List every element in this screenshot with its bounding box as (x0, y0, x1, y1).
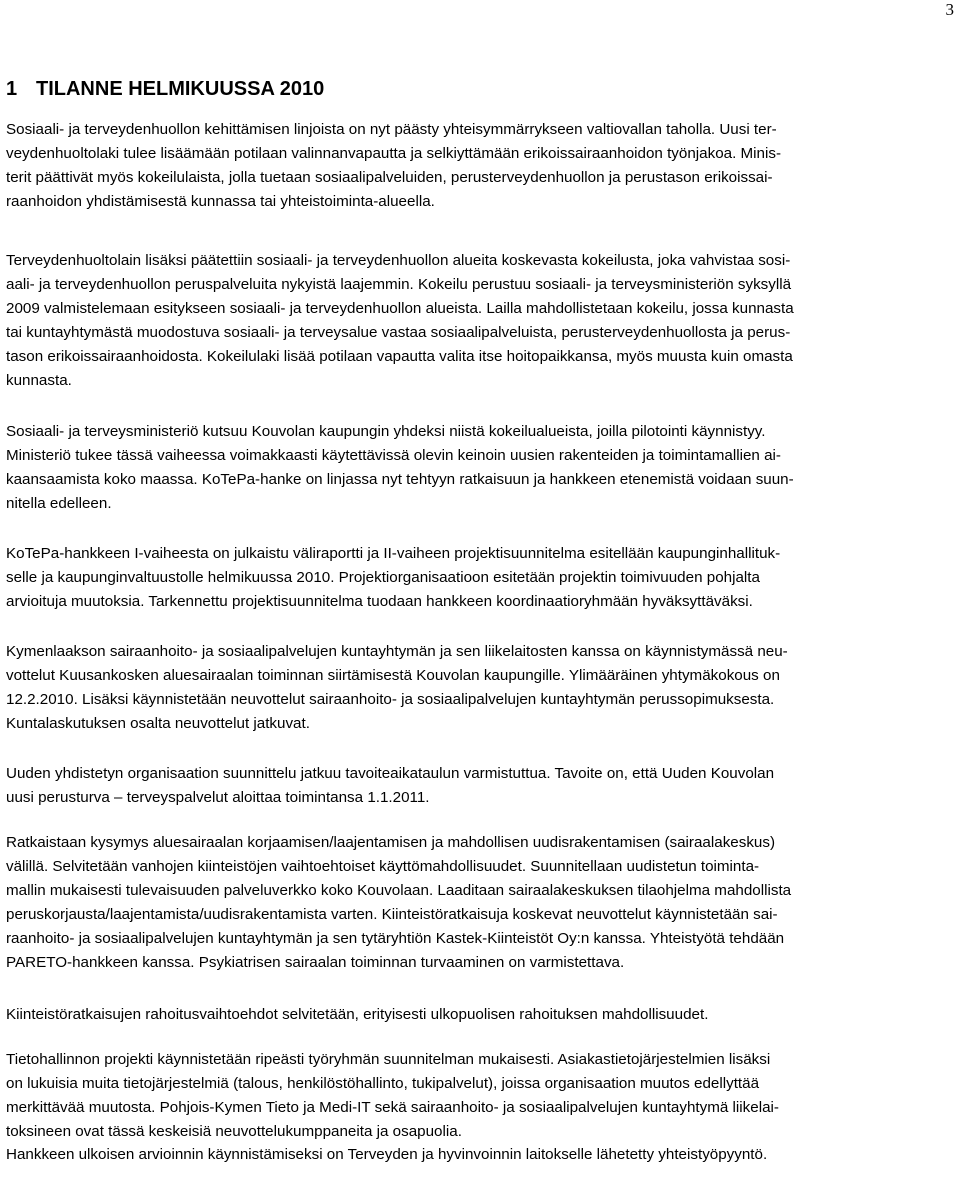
text-line: välillä. Selvitetään vanhojen kiinteistöjen vaihtoehtoiset käyttömahdollisuudet. Suunnitellaan uudistetun toiminta- (6, 858, 760, 875)
text-line: KoTePa-hankkeen I-vaiheesta on julkaistu väliraportti ja II-vaiheen projektisuunnitelma esitellään kaupunginhallituk- (6, 545, 781, 562)
paragraph-3 (6, 420, 960, 516)
paragraph-6 (6, 762, 960, 810)
text-line: Terveydenhuoltolain lisäksi päätettiin sosiaali- ja terveydenhuollon alueita koskevasta kokeilusta, joka vahvistaa sosi- (6, 252, 791, 269)
text-line: Kuntalaskutuksen osalta neuvottelut jatkuvat. (6, 715, 310, 732)
paragraph-5 (6, 640, 960, 736)
section-heading (6, 76, 324, 102)
text-line: mallin mukaisesti tulevaisuuden palveluverkko koko Kouvolaan. Laaditaan sairaalakeskuksen tilaohjelma mahdollista (6, 882, 792, 899)
text-line: kaansaamista koko maassa. KoTePa-hanke on linjassa nyt tehtyyn ratkaisuun ja hankkeen etenemistä voidaan suun- (6, 471, 794, 488)
text-line: terit päättivät myös kokeilulaista, jolla tuetaan sosiaalipalveluiden, perusterveydenhuollon ja perustason erikoissai- (6, 169, 773, 186)
text-line: tai kuntayhtymästä muodostuva sosiaali- ja terveysalue vastaa sosiaalipalveluista, perusterveydenhuollosta ja perus- (6, 324, 791, 341)
text-line: toksineen ovat tässä keskeisiä neuvottelukumppaneita ja osapuolia. (6, 1123, 462, 1140)
text-line: 2009 valmistelemaan esitykseen sosiaali- ja terveydenhuollon alueista. Lailla mahdollistetaan kokeilu, jossa kunnasta (6, 300, 794, 317)
text-line: merkittävää muutosta. Pohjois-Kymen Tieto ja Medi-IT sekä sairaanhoito- ja sosiaalipalvelujen kuntayhtymä liikelai- (6, 1099, 779, 1116)
text-line: Ministeriö tukee tässä vaiheessa voimakkaasti käytettävissä olevin keinoin uusien rakenteiden ja toimintamallien ai- (6, 447, 781, 464)
text-line: Ratkaistaan kysymys aluesairaalan korjaamisen/laajentamisen ja mahdollisen uudisrakentamisen (sairaalakeskus) (6, 834, 776, 851)
paragraph-10 (6, 1143, 960, 1167)
text-line: vottelut Kuusankosken aluesairaalan toiminnan siirtämisestä Kouvolan kaupungille. Ylimääräinen yhtymäkokous on (6, 667, 780, 684)
text-line: uusi perusturva – terveyspalvelut aloittaa toimintansa 1.1.2011. (6, 789, 430, 806)
paragraph-9 (6, 1048, 960, 1144)
text-line: PARETO-hankkeen kanssa. Psykiatrisen sairaalan toiminnan turvaaminen on varmistettava. (6, 954, 625, 971)
paragraph-4 (6, 542, 960, 614)
text-line: on lukuisia muita tietojärjestelmiä (talous, henkilöstöhallinto, tukipalvelut), joissa organisaation muutos edellyttää (6, 1075, 760, 1092)
text-line: Hankkeen ulkoisen arvioinnin käynnistämiseksi on Terveyden ja hyvinvoinnin laitokselle lähetetty yhteistyöpyyntö. (6, 1146, 768, 1163)
text-line: Tietohallinnon projekti käynnistetään ripeästi työryhmän suunnitelman mukaisesti. Asiakastietojärjestelmien lisäksi (6, 1051, 771, 1068)
paragraph-1 (6, 118, 960, 214)
text-line: arvioituja muutoksia. Tarkennettu projektisuunnitelma tuodaan hankkeen koordinaatioryhmään hyväksyttäväksi. (6, 593, 753, 610)
text-line: raanhoidon yhdistämisestä kunnassa tai yhteistoiminta-alueella. (6, 193, 435, 210)
text-line: Kymenlaakson sairaanhoito- ja sosiaalipalvelujen kuntayhtymän ja sen liikelaitosten kanssa on käynnistymässä neu- (6, 643, 788, 660)
page-number: 3 (945, 0, 954, 19)
text-line: raanhoito- ja sosiaalipalvelujen kuntayhtymän ja sen tytäryhtiön Kastek-Kiinteistöt Oy:n kanssa. Yhteistyötä tehdään (6, 930, 785, 947)
paragraph-7 (6, 831, 960, 975)
text-line: veydenhuoltolaki tulee lisäämään potilaan valinnanvapautta ja selkiyttämään erikoissairaanhoidon työnjakoa. Minis- (6, 145, 782, 162)
section-title: TILANNE HELMIKUUSSA 2010 (36, 78, 325, 100)
section-number: 1 (6, 78, 18, 100)
text-line: peruskorjausta/laajentamista/uudisrakentamista varten. Kiinteistöratkaisuja koskevat neuvottelut käynnistetään sai- (6, 906, 778, 923)
text-line: nitella edelleen. (6, 495, 112, 512)
text-line: Sosiaali- ja terveydenhuollon kehittämisen linjoista on nyt päästy yhteisymmärrykseen valtiovallan taholla. Uusi ter- (6, 121, 777, 138)
text-line: selle ja kaupunginvaltuustolle helmikuussa 2010. Projektiorganisaatioon esitetään projektin toimivuuden pohjalta (6, 569, 760, 586)
text-line: Sosiaali- ja terveysministeriö kutsuu Kouvolan kaupungin yhdeksi niistä kokeilualueista, joilla pilotointi käynnistyy. (6, 423, 766, 440)
paragraph-2 (6, 249, 960, 393)
text-line: Kiinteistöratkaisujen rahoitusvaihtoehdot selvitetään, erityisesti ulkopuolisen rahoituksen mahdollisuudet. (6, 1006, 709, 1023)
text-line: tason erikoissairaanhoidosta. Kokeilulaki lisää potilaan vapautta valita itse hoitopaikkansa, myös muusta kuin omasta (6, 348, 793, 365)
text-line: 12.2.2010. Lisäksi käynnistetään neuvottelut sairaanhoito- ja sosiaalipalvelujen kuntayhtymän perussopimuksesta. (6, 691, 775, 708)
text-line: aali- ja terveydenhuollon peruspalveluita nykyistä laajemmin. Kokeilu perustuu sosiaali- ja terveysministeriön syksyllä (6, 276, 792, 293)
paragraph-8 (6, 1003, 960, 1027)
text-line: kunnasta. (6, 372, 72, 389)
text-line: Uuden yhdistetyn organisaation suunnittelu jatkuu tavoiteaikataulun varmistuttua. Tavoite on, että Uuden Kouvolan (6, 765, 775, 782)
